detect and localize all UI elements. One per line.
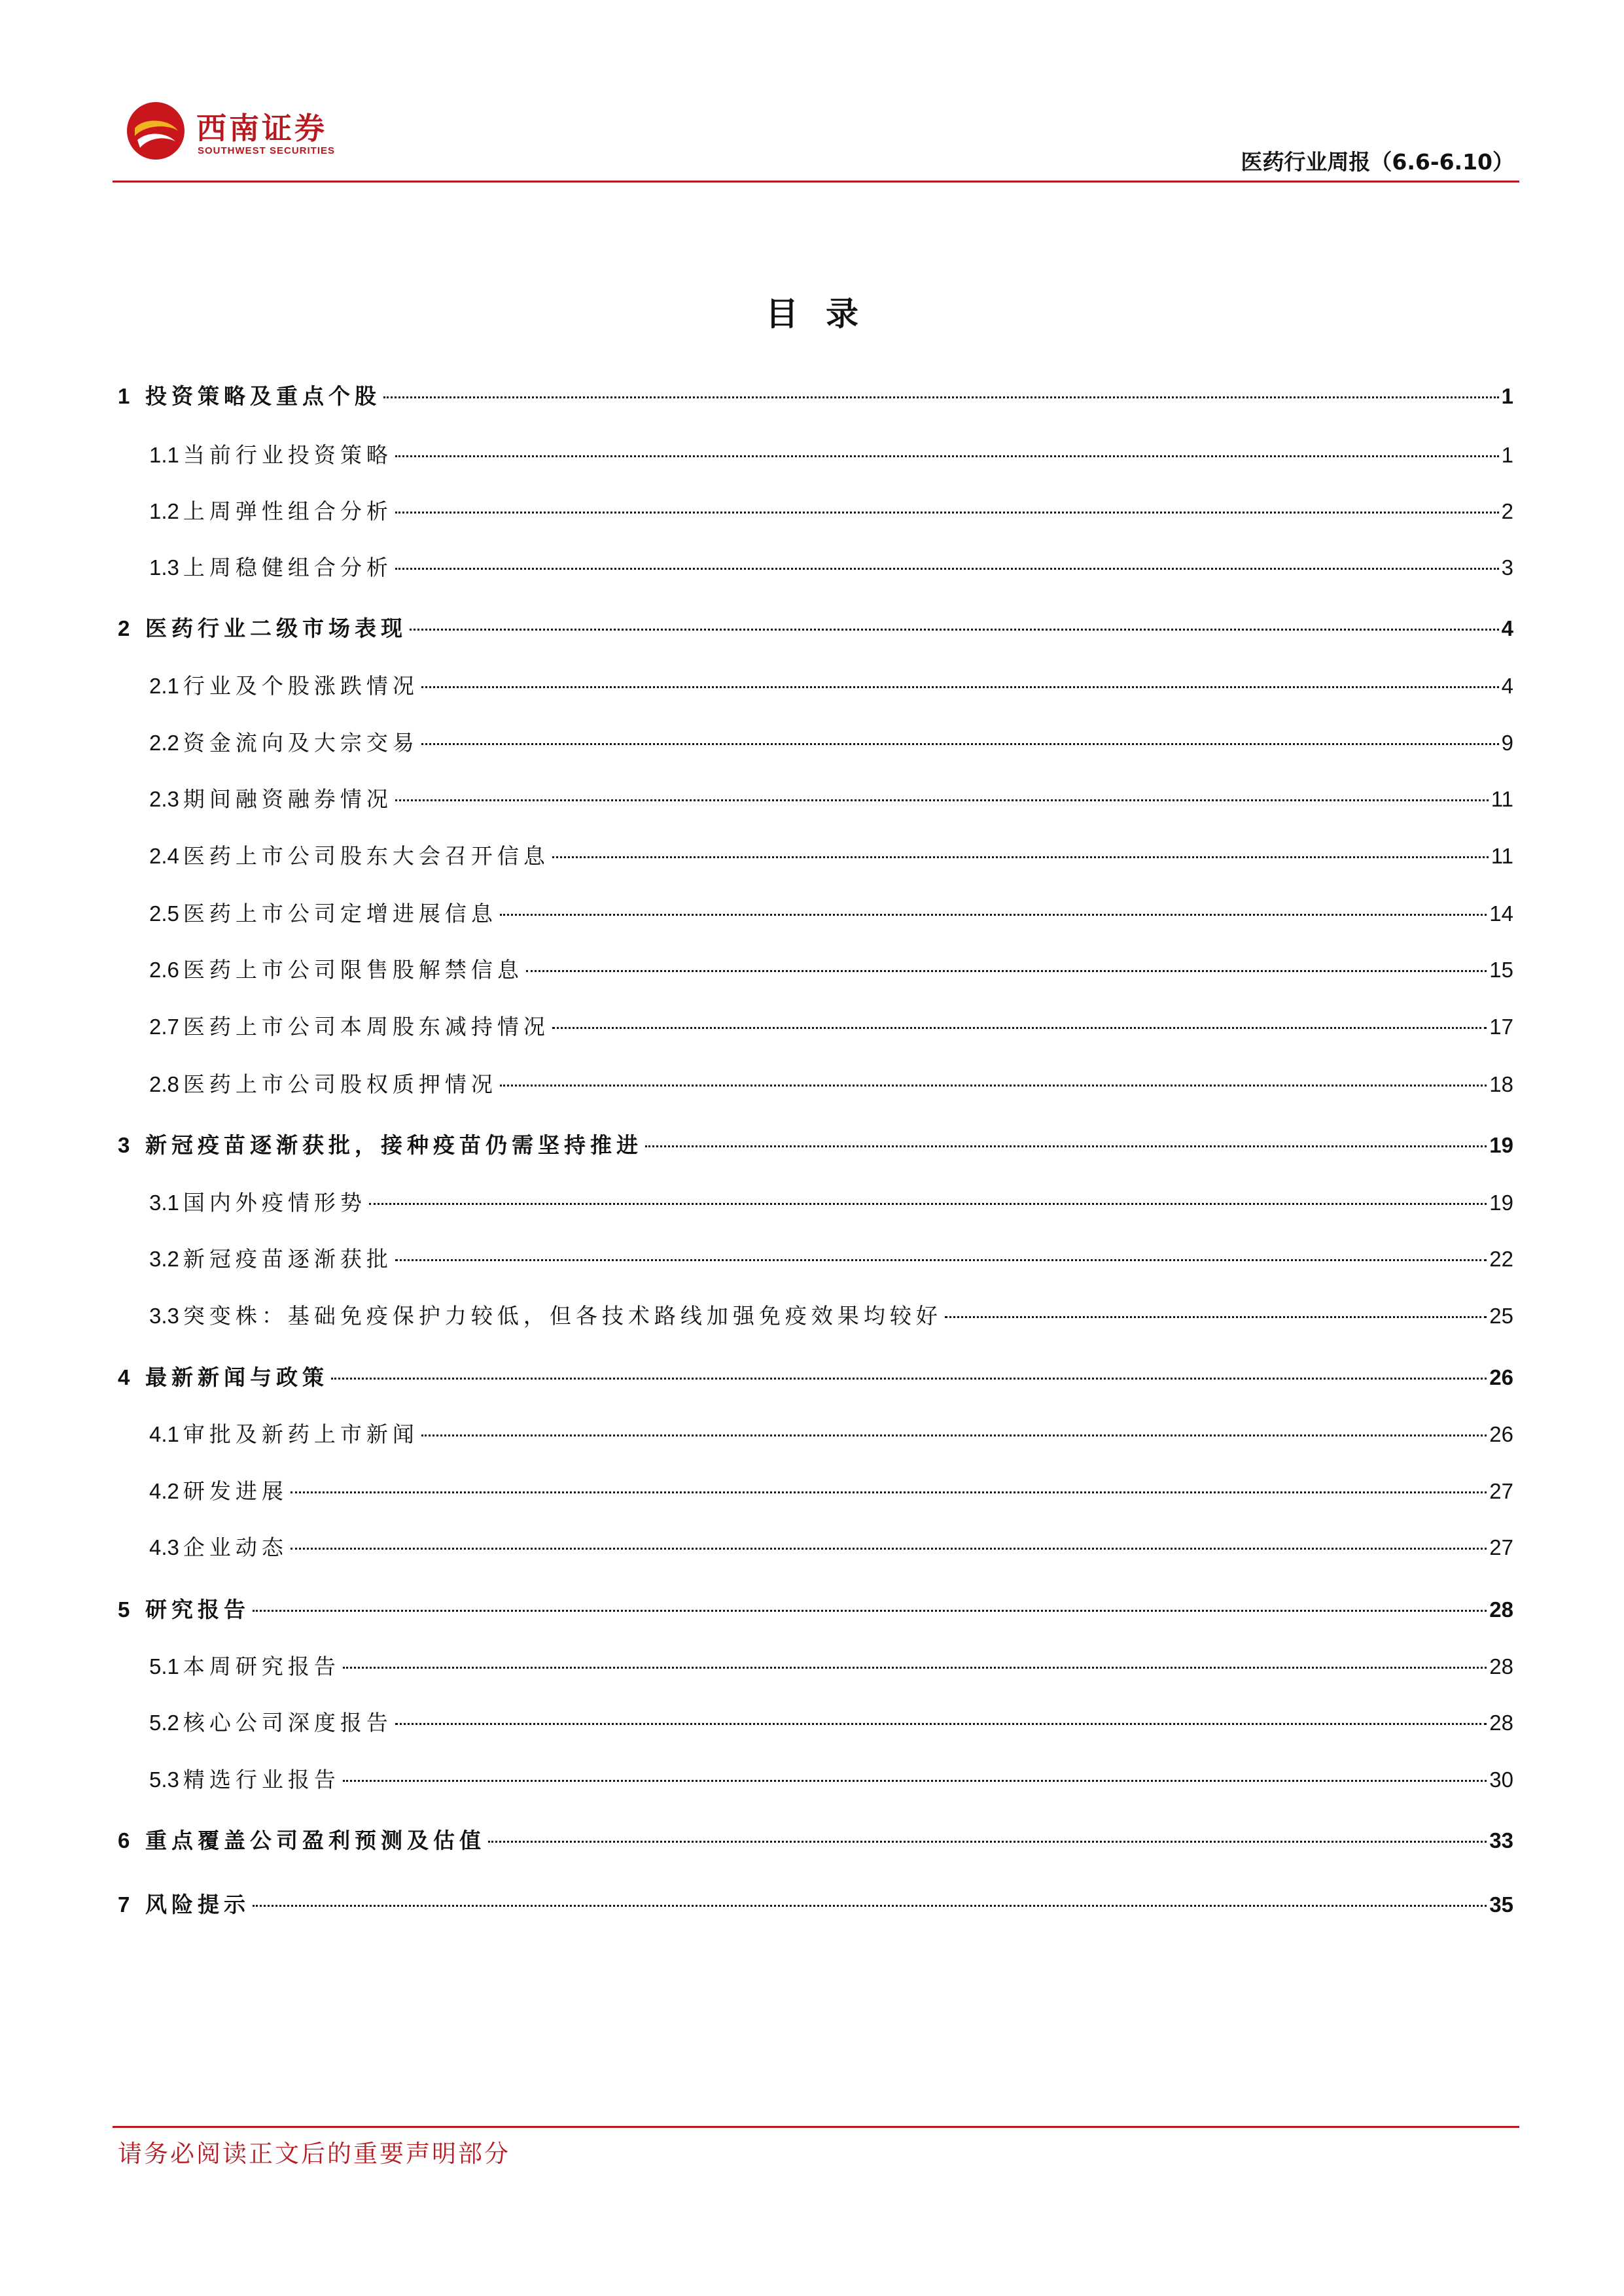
toc-entry-page: 26 xyxy=(1489,1365,1513,1389)
toc-entry-page: 28 xyxy=(1489,1597,1513,1622)
toc-entry-2-8[interactable] xyxy=(118,1068,1513,1100)
toc-entry-1-3[interactable] xyxy=(118,551,1513,583)
toc-entry-title: 医药上市公司本周股东减持情况 xyxy=(183,1014,550,1039)
toc-dot-leader xyxy=(395,799,1489,801)
toc-dot-leader xyxy=(369,1203,1487,1205)
toc-entry-1[interactable] xyxy=(118,379,1513,412)
toc-dot-leader xyxy=(331,1378,1487,1380)
toc-entry-title: 突变株：基础免疫保护力较低，但各技术路线加强免疫效果均较好 xyxy=(183,1303,942,1329)
toc-entry-5-1[interactable] xyxy=(118,1650,1513,1682)
toc-entry-3-3[interactable] xyxy=(118,1299,1513,1332)
toc-entry-3-2[interactable] xyxy=(118,1242,1513,1275)
toc-entry-2-2[interactable] xyxy=(118,726,1513,759)
toc-entry-4-1[interactable] xyxy=(118,1418,1513,1450)
toc-dot-leader xyxy=(410,629,1499,631)
toc-entry-2-6[interactable] xyxy=(118,953,1513,986)
toc-entry-number: 2.5 xyxy=(149,901,179,926)
toc-entry-title: 医药上市公司限售股解禁信息 xyxy=(183,957,523,983)
toc-entry-number: 2.6 xyxy=(149,958,179,982)
toc-dot-leader xyxy=(395,1259,1487,1261)
toc-entry-2-5[interactable] xyxy=(118,897,1513,930)
toc-dot-leader xyxy=(343,1780,1487,1782)
toc-entry-7[interactable] xyxy=(118,1888,1513,1921)
toc-entry-number: 2.8 xyxy=(149,1072,179,1096)
toc-entry-page: 27 xyxy=(1489,1535,1513,1559)
toc-entry-number: 2.1 xyxy=(149,674,179,698)
toc-entry-number: 7 xyxy=(118,1892,130,1917)
toc-entry-number: 2.4 xyxy=(149,844,179,868)
toc-entry-page: 28 xyxy=(1489,1711,1513,1735)
toc-dot-leader xyxy=(343,1667,1487,1669)
toc-entry-number: 4.3 xyxy=(149,1535,179,1559)
toc-entry-page: 19 xyxy=(1489,1191,1513,1215)
toc-entry-page: 25 xyxy=(1489,1304,1513,1328)
toc-dot-leader xyxy=(421,1435,1487,1436)
toc-dot-leader xyxy=(253,1905,1487,1907)
toc-entry-page: 15 xyxy=(1489,958,1513,982)
disclaimer-note: 请务必阅读正文后的重要声明部分 xyxy=(118,2140,510,2168)
toc-entry-page: 11 xyxy=(1491,787,1513,811)
toc-entry-page: 1 xyxy=(1501,443,1513,467)
toc-entry-page: 9 xyxy=(1501,731,1513,755)
toc-entry-title: 上周稳健组合分析 xyxy=(183,555,393,580)
toc-dot-leader xyxy=(645,1145,1487,1147)
toc-dot-leader xyxy=(526,970,1487,972)
toc-entry-number: 4 xyxy=(118,1365,130,1389)
toc-dot-leader xyxy=(395,1723,1487,1725)
toc-dot-leader xyxy=(383,396,1499,398)
toc-entry-number: 3.1 xyxy=(149,1191,179,1215)
toc-entry-2-4[interactable] xyxy=(118,839,1513,872)
header-divider xyxy=(113,181,1519,183)
toc-entry-number: 2.2 xyxy=(149,731,179,755)
toc-entry-title: 当前行业投资策略 xyxy=(183,442,393,468)
toc-entry-title: 资金流向及大宗交易 xyxy=(183,730,419,756)
toc-entry-title: 审批及新药上市新闻 xyxy=(183,1421,419,1447)
toc-entry-title: 医药行业二级市场表现 xyxy=(145,616,407,641)
toc-entry-number: 2.3 xyxy=(149,787,179,811)
toc-dot-leader xyxy=(500,914,1487,916)
toc-entry-4[interactable] xyxy=(118,1361,1513,1393)
toc-dot-leader xyxy=(291,1491,1487,1493)
toc-entry-page: 4 xyxy=(1501,674,1513,698)
toc-dot-leader xyxy=(421,686,1499,688)
toc-entry-number: 3.2 xyxy=(149,1247,179,1271)
toc-entry-title: 核心公司深度报告 xyxy=(183,1710,393,1735)
toc-entry-page: 26 xyxy=(1489,1422,1513,1446)
toc-entry-title: 重点覆盖公司盈利预测及估值 xyxy=(145,1828,485,1853)
toc-dot-leader xyxy=(488,1841,1487,1843)
toc-entry-4-2[interactable] xyxy=(118,1474,1513,1507)
toc-entry-2-3[interactable] xyxy=(118,782,1513,815)
toc-entry-title: 风险提示 xyxy=(145,1892,250,1917)
toc-entry-number: 4.2 xyxy=(149,1479,179,1503)
toc-entry-title: 行业及个股涨跌情况 xyxy=(183,673,419,699)
toc-entry-1-2[interactable] xyxy=(118,495,1513,527)
report-title: 医药行业周报（6.6-6.10） xyxy=(1241,149,1514,175)
toc-entry-number: 1 xyxy=(118,384,130,408)
toc-entry-5-3[interactable] xyxy=(118,1763,1513,1796)
toc-dot-leader xyxy=(253,1610,1487,1612)
toc-entry-page: 35 xyxy=(1489,1892,1513,1917)
toc-entry-page: 2 xyxy=(1501,499,1513,523)
toc-entry-page: 14 xyxy=(1489,901,1513,926)
toc-entry-title: 国内外疫情形势 xyxy=(183,1190,366,1215)
toc-entry-title: 本周研究报告 xyxy=(183,1654,340,1679)
toc-entry-title: 企业动态 xyxy=(183,1535,288,1560)
toc-entry-5-2[interactable] xyxy=(118,1706,1513,1739)
toc-dot-leader xyxy=(395,455,1499,457)
toc-entry-title: 研发进展 xyxy=(183,1478,288,1504)
toc-entry-number: 1.2 xyxy=(149,499,179,523)
toc-dot-leader xyxy=(552,856,1489,858)
toc-dot-leader xyxy=(945,1316,1487,1318)
toc-entry-number: 2.7 xyxy=(149,1015,179,1039)
toc-dot-leader xyxy=(395,568,1499,570)
toc-entry-number: 3.3 xyxy=(149,1304,179,1328)
toc-entry-title: 期间融资融券情况 xyxy=(183,786,393,812)
toc-entry-number: 1.1 xyxy=(149,443,179,467)
toc-entry-page: 28 xyxy=(1489,1654,1513,1679)
toc-entry-page: 3 xyxy=(1501,555,1513,580)
toc-entry-title: 新冠疫苗逐渐获批 xyxy=(183,1246,393,1272)
toc-entry-3-1[interactable] xyxy=(118,1186,1513,1219)
toc-entry-title: 投资策略及重点个股 xyxy=(145,383,381,409)
toc-entry-number: 6 xyxy=(118,1828,130,1852)
toc-entry-1-1[interactable] xyxy=(118,438,1513,471)
toc-dot-leader xyxy=(395,512,1499,513)
toc-dot-leader xyxy=(291,1548,1487,1550)
toc-entry-number: 5.1 xyxy=(149,1654,179,1679)
toc-entry-number: 5.3 xyxy=(149,1767,179,1792)
toc-entry-number: 4.1 xyxy=(149,1422,179,1446)
toc-entry-title: 医药上市公司定增进展信息 xyxy=(183,901,497,926)
toc-entry-title: 新冠疫苗逐渐获批，接种疫苗仍需坚持推进 xyxy=(145,1132,643,1158)
toc-entry-page: 22 xyxy=(1489,1247,1513,1271)
toc-entry-number: 3 xyxy=(118,1133,130,1157)
toc-entry-page: 18 xyxy=(1489,1072,1513,1096)
toc-entry-title: 医药上市公司股东大会召开信息 xyxy=(183,843,550,869)
toc-dot-leader xyxy=(421,743,1499,745)
company-logo xyxy=(123,98,345,170)
toc-entry-number: 5.2 xyxy=(149,1711,179,1735)
toc-entry-2-7[interactable] xyxy=(118,1010,1513,1043)
toc-entry-page: 27 xyxy=(1489,1479,1513,1503)
toc-entry-page: 1 xyxy=(1501,384,1513,408)
toc-entry-title: 精选行业报告 xyxy=(183,1767,340,1792)
toc-entry-title: 研究报告 xyxy=(145,1597,250,1622)
toc-entry-title: 上周弹性组合分析 xyxy=(183,498,393,524)
toc-entry-number: 2 xyxy=(118,616,130,640)
toc-entry-6[interactable] xyxy=(118,1824,1513,1856)
toc-entry-page: 30 xyxy=(1489,1767,1513,1792)
logo-english-name: SOUTHWEST SECURITIES xyxy=(198,145,336,156)
toc-entry-title: 医药上市公司股权质押情况 xyxy=(183,1071,497,1097)
toc-entry-4-3[interactable] xyxy=(118,1531,1513,1563)
toc-entry-2[interactable] xyxy=(118,612,1513,644)
toc-entry-page: 17 xyxy=(1489,1015,1513,1039)
toc-entry-5[interactable] xyxy=(118,1593,1513,1626)
toc-entry-2-1[interactable] xyxy=(118,669,1513,702)
logo-mark-icon xyxy=(123,98,188,164)
toc-dot-leader xyxy=(500,1085,1487,1087)
toc-entry-page: 11 xyxy=(1491,844,1513,868)
toc-entry-page: 19 xyxy=(1489,1133,1513,1157)
toc-heading: 目录 xyxy=(766,295,886,333)
toc-dot-leader xyxy=(552,1027,1487,1029)
toc-entry-number: 1.3 xyxy=(149,555,179,580)
toc-entry-page: 4 xyxy=(1501,616,1513,640)
toc-entry-title: 最新新闻与政策 xyxy=(145,1365,328,1390)
logo-chinese-name: 西南证券 xyxy=(196,111,327,146)
toc-entry-number: 5 xyxy=(118,1597,130,1622)
footer-divider xyxy=(113,2126,1519,2128)
toc-entry-page: 33 xyxy=(1489,1828,1513,1852)
toc-entry-3[interactable] xyxy=(118,1128,1513,1161)
